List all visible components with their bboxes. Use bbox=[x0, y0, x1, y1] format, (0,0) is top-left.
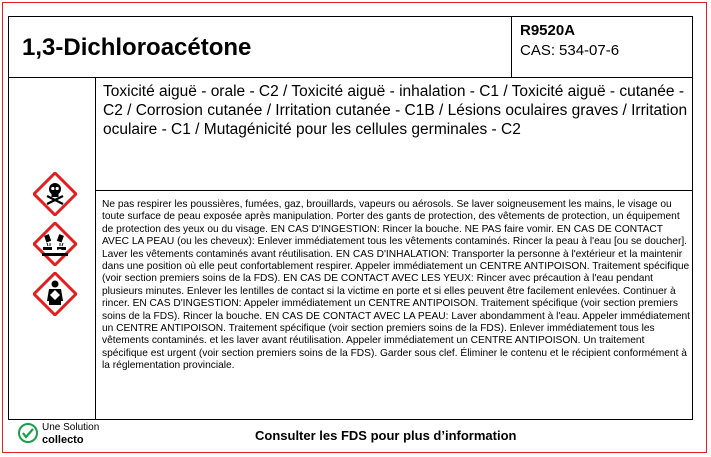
hazard-statements: Toxicité aiguë - orale - C2 / Toxicité aiguë - inhalation - C1 / Toxicité aiguë - cutanée - C2 / Corrosion cutanée / Irritation cutanée - C1B / Lésions oculaires graves / Irritation oculaire - C1 / Mutagénicité pour les cellules germinales - C2 bbox=[103, 83, 688, 138]
collecto-logo-icon bbox=[18, 423, 38, 443]
product-name: 1,3-Dichloroacétone bbox=[22, 34, 252, 61]
footer-message: Consulter les FDS pour plus d’information bbox=[255, 428, 517, 443]
cas-label: CAS: bbox=[520, 42, 556, 59]
product-code: R9520A bbox=[520, 22, 576, 39]
health-hazard-icon bbox=[33, 272, 77, 316]
cas-value: 534-07-6 bbox=[559, 42, 620, 59]
brand-tagline: Une Solution bbox=[42, 422, 100, 433]
corrosion-icon bbox=[33, 222, 77, 266]
cas-number bbox=[520, 42, 619, 60]
skull-crossbones-icon bbox=[33, 172, 77, 216]
brand-name: collecto bbox=[42, 434, 84, 446]
precautionary-statements: Ne pas respirer les poussières, fumées, gaz, brouillards, vapeurs ou aérosols. Se laver soigneusement les mains, le visage ou toute surface de peau exposée après manipulation. Porter des gants de protection, des vêtements de protection, un équipement de protection des yeux ou du visage. EN CAS D'INGESTION: Rincer la bouche. NE PAS faire vomir. EN CAS DE CONTACT AVEC LA PEAU (ou les cheveux): Enlever immédiatement tous les vêtements contaminés. Rincer la peau à l'eau [ou se doucher]. Laver les vêtements contaminés avant réutilisation. EN CAS D'INHALATION: Transporter la personne à l'extérieur et la maintenir dans une position où elle peut confortablement respirer. Appeler immédiatement un CENTRE ANTIPOISON. Traitement spécifique (voir section premiers soins de la FDS). EN CAS DE CONTACT AVEC LES YEUX: Rincer avec précaution à l'eau pendant plusieurs minutes. Enlever les lentilles de contact si la victime en porte et si elles peuvent être facilement enlevées. Continuer à rincer. EN CAS D'INGESTION: Appeler immédiatement un CENTRE ANTIPOISON. Traitement spécifique (voir section premiers soins de la FDS). Rincer la bouche. EN CAS DE CONTACT AVEC LA PEAU: Laver abondamment à l'eau. Appeler immédiatement un CENTRE ANTIPOISON. Traitement spécifique (voir section premiers soins de la FDS). Enlever immédiatement tous les vêtements contaminés. et les laver avant réutilisation. Appeler immédiatement un CENTRE ANTIPOISON. Un traitement spécifique est urgent (voir section premiers soins de la FDS). Garder sous clef. Éliminer le contenu et le récipient conformément à la réglementation provinciale. bbox=[102, 199, 690, 372]
